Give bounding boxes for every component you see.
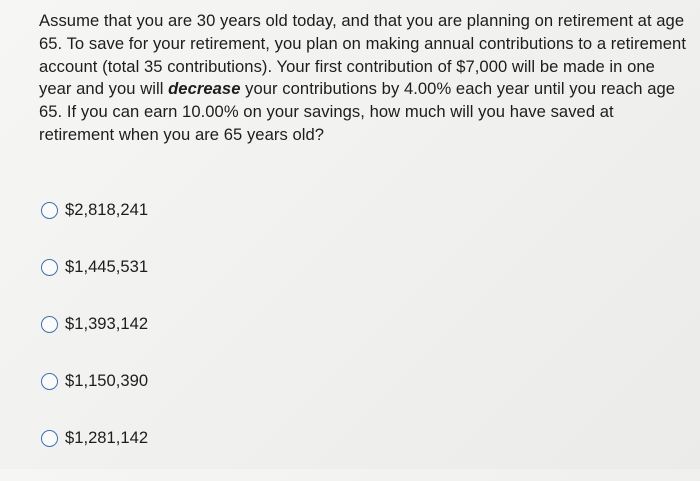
- answer-options: [41, 196, 148, 481]
- answer-option-label: $1,445,531: [65, 257, 149, 276]
- answer-option-3[interactable]: [41, 310, 148, 338]
- answer-option-1[interactable]: [41, 196, 148, 224]
- answer-option-label: $1,281,142: [65, 428, 149, 447]
- answer-option-2[interactable]: [41, 253, 148, 281]
- answer-option-label: $1,393,142: [65, 314, 149, 333]
- radio-button-icon[interactable]: [41, 373, 58, 390]
- radio-button-icon[interactable]: [41, 259, 58, 276]
- question-emphasis: decrease: [168, 79, 241, 99]
- question-text-part2: your contributions by 4.00% each year until you reach age 65. If you can earn 10.00% on your savings, how much will you have saved at retirement when you are 65 years old?: [39, 79, 676, 144]
- question-text-part1: Assume that you are 30 years old today, and that you are planning on retirement at age 65. To save for your retirement, you plan on making annual contributions to a retirement account (total 35 contributions). Your first contribution of $7,000 will be made in one year and you will: [39, 11, 686, 99]
- radio-button-icon[interactable]: [41, 316, 58, 333]
- answer-option-label: $1,150,390: [65, 371, 149, 390]
- answer-option-4[interactable]: [41, 367, 148, 395]
- question-text: [39, 10, 689, 147]
- radio-button-icon[interactable]: [41, 430, 58, 447]
- answer-option-label: $2,818,241: [65, 200, 149, 219]
- answer-option-5[interactable]: [41, 424, 148, 452]
- radio-button-icon[interactable]: [41, 202, 58, 219]
